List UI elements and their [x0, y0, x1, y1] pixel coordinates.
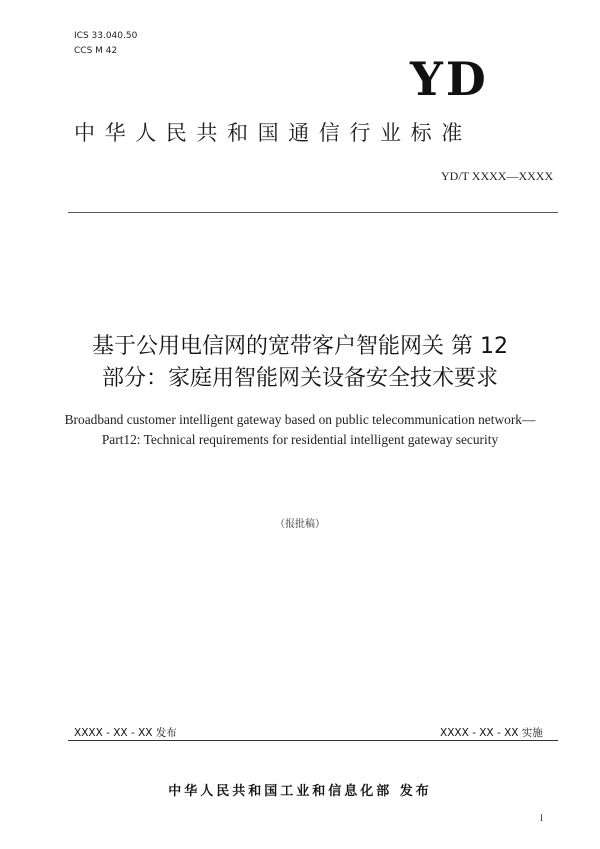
publisher: 中华人民共和国工业和信息化部 发布: [168, 784, 432, 799]
standard-number: YD/T XXXX—XXXX: [441, 169, 554, 183]
yd-logo: YD: [410, 52, 489, 106]
ccs-code: CCS M 42: [74, 46, 118, 56]
draft-status: （报批稿）: [275, 519, 325, 530]
page-number: I: [540, 813, 543, 823]
chinese-title-line-1: 基于公用电信网的宽带客户智能网关 第 12: [92, 334, 508, 359]
ics-code: ICS 33.040.50: [74, 31, 138, 41]
standard-category-title: 中华人民共和国通信行业标准: [74, 121, 472, 145]
bottom-divider: [68, 740, 558, 741]
issue-date: XXXX - XX - XX 发布: [74, 727, 177, 739]
top-divider: [68, 212, 558, 213]
english-title-line-1: Broadband customer intelligent gateway based on public telecommunication network—: [64, 412, 536, 427]
english-title-line-2: Part12: Technical requirements for residential intelligent gateway security: [101, 432, 499, 447]
chinese-title-line-2: 部分：家庭用智能网关设备安全技术要求: [101, 366, 498, 391]
implement-date: XXXX - XX - XX 实施: [440, 727, 543, 739]
